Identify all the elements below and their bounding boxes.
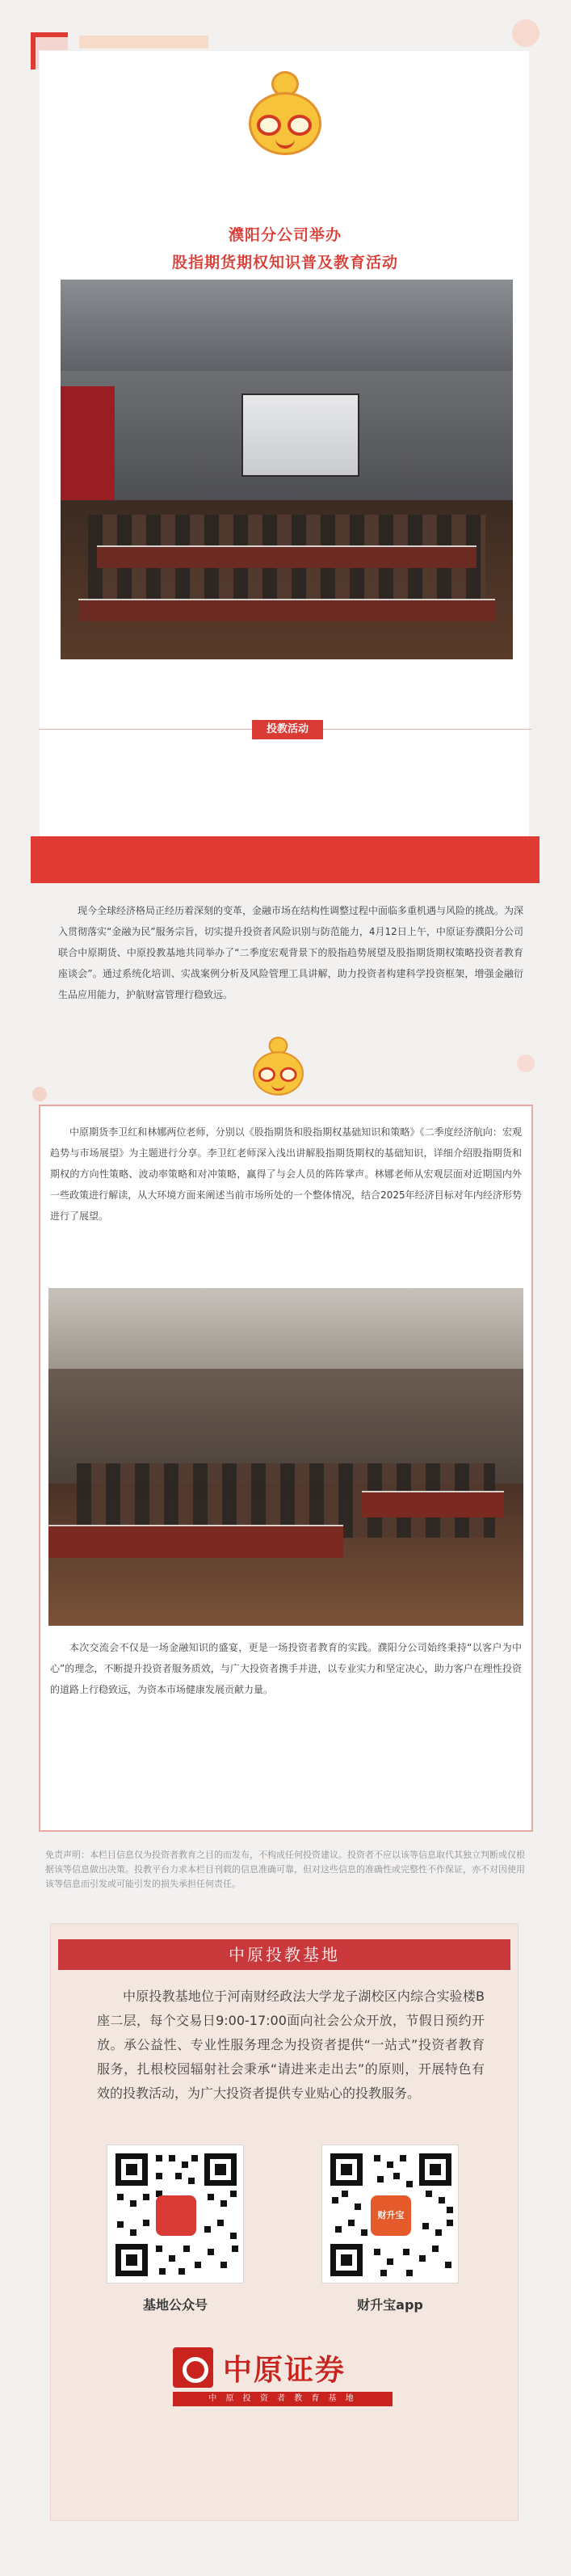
brand-logo	[173, 2347, 393, 2389]
intro-paragraph: 现今全球经济格局正经历着深刻的变革，金融市场在结构性调整过程中面临多重机遇与风险的挑战。为深入贯彻落实“金融为民”服务宗旨，切实提升投资者风险识别与防范能力，4月12日上午，中原证券濮阳分公司联合中原期货、中原投教基地共同举办了“二季度宏观背景下的股指趋势展望及股指期货期权策略投资者教育座谈会”。通过系统化培训、实战案例分析及风险管理工具讲解，助力投资者构建科学投资框架，增强金融衍生品应用能力，护航财富管理行稳致远。	[58, 905, 524, 1000]
body-paragraph-2: 本次交流会不仅是一场金融知识的盛宴，更是一场投资者教育的实践。濮阳分公司始终秉持“以客户为中心”的理念，不断提升投资者服务质效，与广大投资者携手并进，以专业实力和坚定决心，助力客户在理性投资的道路上行稳致远，为资本市场健康发展贡献力量。	[50, 1642, 522, 1695]
qr-label-app: 财升宝app	[357, 2297, 423, 2313]
page-title-line1: 濮阳分公司举办	[228, 226, 342, 244]
disclaimer-text: 免责声明：本栏目信息仅为投资者教育之目的而发布，不构成任何投资建议。投资者不应以该等信息取代其独立判断或仅根据该等信息做出决策。投教平台力求本栏目刊载的信息准确可靠，但对这些信息的准确性或完整性不作保证，亦不对因使用该等信息而引发或可能引发的损失承担任何责任。	[45, 1850, 525, 1889]
brand-name: 中原证券	[223, 2354, 346, 2387]
event-photo-1	[61, 280, 513, 659]
category-tag: 投教活动	[252, 720, 323, 739]
base-title: 中原投教基地	[58, 1939, 510, 1970]
brand-subtitle: 中 原 投 资 者 教 育 基 地	[173, 2392, 393, 2406]
decor-dot	[517, 1054, 535, 1072]
mascot-icon	[241, 71, 330, 160]
event-photo-2	[48, 1288, 523, 1626]
page-title-line2: 股指期货期权知识普及教育活动	[171, 254, 398, 271]
mascot-icon	[247, 1037, 309, 1099]
decor-dot	[32, 1087, 47, 1101]
header-bottom-band	[31, 836, 540, 883]
brand-mark-icon	[173, 2347, 213, 2388]
qr-center-logo	[156, 2195, 196, 2236]
qr-center-logo: 财升宝	[371, 2195, 411, 2236]
top-stripe	[79, 36, 208, 48]
qr-label-wechat: 基地公众号	[142, 2297, 208, 2313]
wechat-qr-code[interactable]	[107, 2145, 244, 2283]
body-paragraph-1: 中原期货李卫红和林娜两位老师，分别以《股指期货和股指期权基础知识和策略》《二季度经济航向：宏观趋势与市场展望》为主题进行分享。李卫红老师深入浅出讲解股指期货期权的基础知识，详细介绍股指期货和期权的方向性策略、波动率策略和对冲策略，赢得了与会人员的阵阵掌声。林娜老师从宏观层面对近期国内外一些政策进行解读，从大环境方面来阐述当前市场所处的一个整体情况，结合2025年经济目标对年内经济形势进行了展望。	[50, 1126, 522, 1222]
base-description: 中原投教基地位于河南财经政法大学龙子湖校区内综合实验楼B座二层，每个交易日9:00-17:00面向社会公众开放，节假日预约开放。承公益性、专业性服务理念为投资者提供“一站式”投资者教育服务，扎根校园辐射社会秉承“请进来走出去”的原则，开展特色有效的投教活动，为广大投资者提供专业贴心的投教服务。	[97, 1989, 485, 2101]
app-qr-code[interactable]	[321, 2145, 459, 2283]
